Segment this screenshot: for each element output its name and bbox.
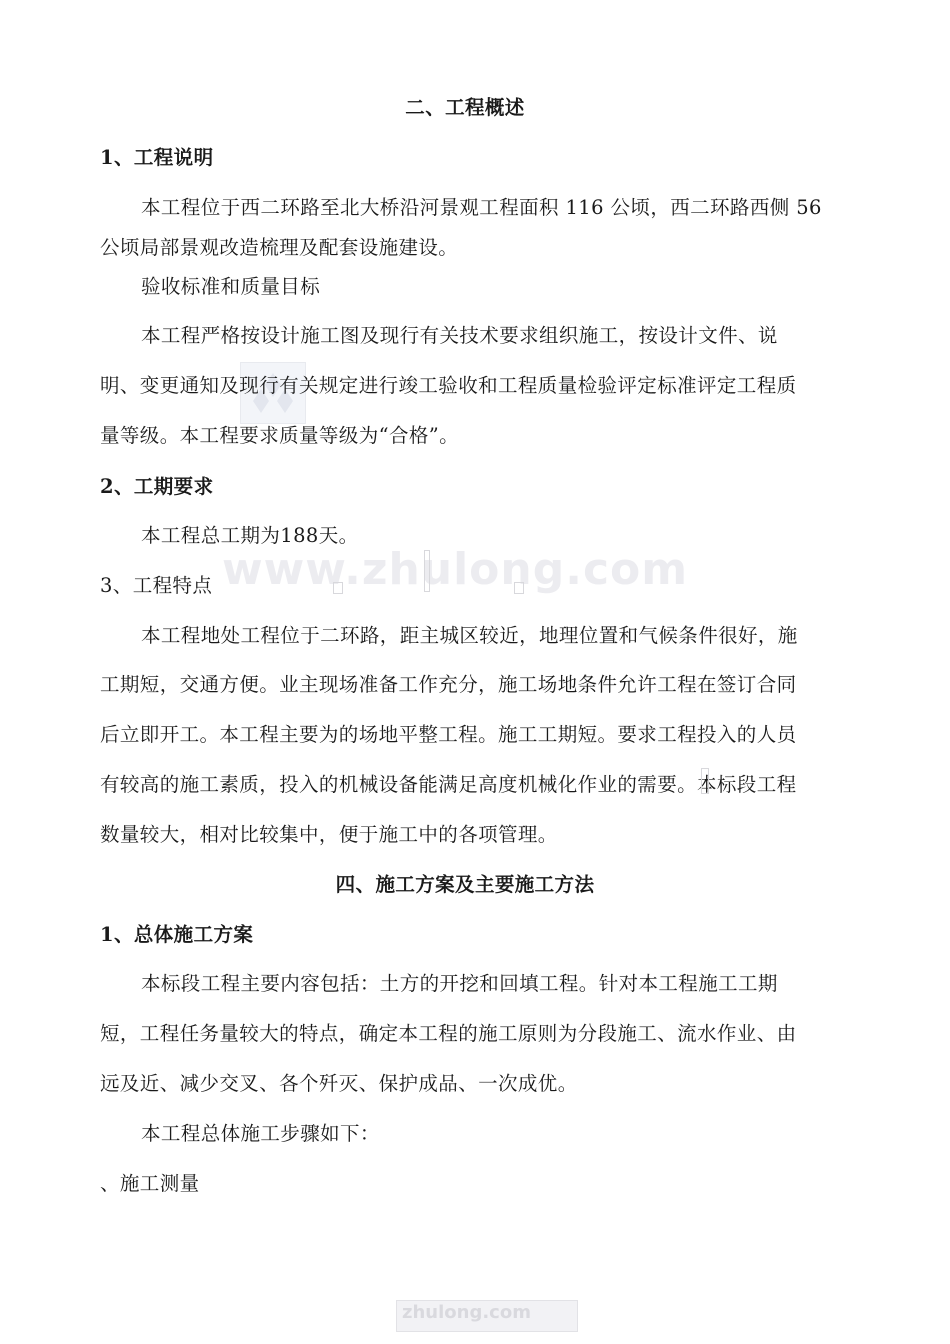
paragraph-line: 数量较大，相对比较集中，便于施工中的各项管理。 xyxy=(100,823,558,846)
section-title-overall-plan: 1、总体施工方案 xyxy=(100,923,254,946)
paragraph-line: 公顷局部景观改造梳理及配套设施建设。 xyxy=(100,236,459,259)
paragraph-line: 量等级。本工程要求质量等级为“合格”。 xyxy=(100,424,460,447)
watermark-footer-text: zhulong.com xyxy=(402,1302,531,1323)
watermark-bar xyxy=(701,768,709,794)
paragraph-line: 本标段工程主要内容包括：土方的开挖和回填工程。针对本工程施工工期 xyxy=(141,972,778,995)
section-heading-overview: 二、工程概述 xyxy=(405,96,525,119)
section-title-schedule: 2、工期要求 xyxy=(100,475,214,498)
section-title-description: 1、工程说明 xyxy=(100,146,214,169)
paragraph-line: 后立即开工。本工程主要为的场地平整工程。施工工期短。要求工程投入的人员 xyxy=(100,723,797,746)
list-item: 、施工测量 xyxy=(100,1172,200,1195)
paragraph-line: 远及近、减少交叉、各个歼灭、保护成品、一次成优。 xyxy=(100,1072,578,1095)
section-title-features: 3、工程特点 xyxy=(100,574,213,597)
paragraph-line: 本工程严格按设计施工图及现行有关技术要求组织施工，按设计文件、说 xyxy=(141,324,778,347)
section-heading-plan: 四、施工方案及主要施工方法 xyxy=(335,873,595,896)
watermark-text: www.zhulong.com xyxy=(222,544,689,595)
paragraph-line: 本工程位于西二环路至北大桥沿河景观工程面积 116 公顷，西二环路西侧 56 xyxy=(141,196,822,219)
paragraph-line: 本工程地处工程位于二环路，距主城区较近，地理位置和气候条件很好，施 xyxy=(141,624,798,647)
paragraph-line: 本工程总体施工步骤如下： xyxy=(141,1122,380,1145)
subheading-acceptance: 验收标准和质量目标 xyxy=(141,275,321,298)
paragraph-line: 本工程总工期为188天。 xyxy=(141,524,359,547)
paragraph-line: 明、变更通知及现行有关规定进行竣工验收和工程质量检验评定标准评定工程质 xyxy=(100,374,797,397)
paragraph-line: 短，工程任务量较大的特点，确定本工程的施工原则为分段施工、流水作业、由 xyxy=(100,1022,797,1045)
paragraph-line: 有较高的施工素质，投入的机械设备能满足高度机械化作业的需要。本标段工程 xyxy=(100,773,797,796)
paragraph-line: 工期短，交通方便。业主现场准备工作充分，施工场地条件允许工程在签订合同 xyxy=(100,673,797,696)
